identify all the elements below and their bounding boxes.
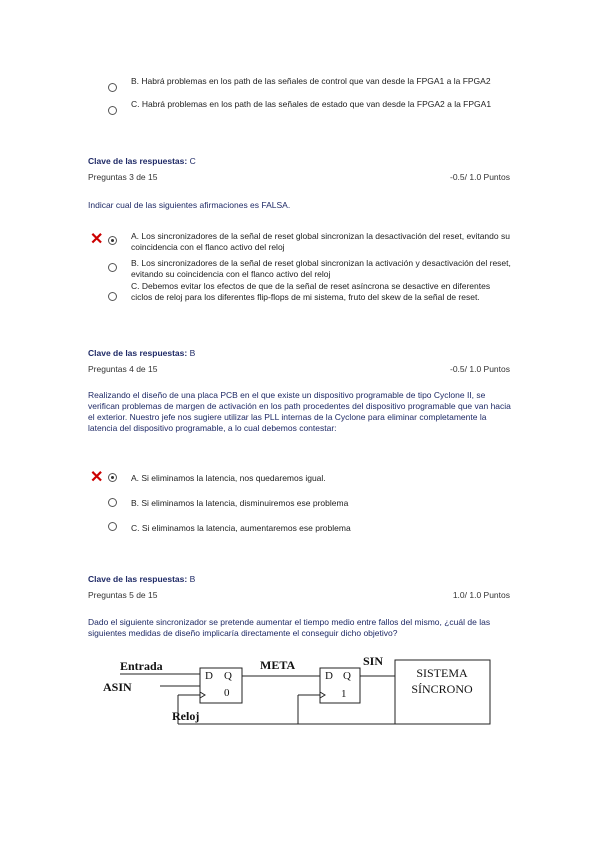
q2-answer-key-label: Clave de las respuestas: — [88, 156, 188, 166]
q2-option-b-text: B. Habrá problemas en los path de las señales de control que van desde la FPGA1 a la FPGA2 — [131, 76, 491, 86]
q4-answer-key-value: B — [189, 574, 196, 584]
q5-prompt: Dado el siguiente sincronizador se pretende aumentar el tiempo medio entre fallos del mismo, ¿cuál de las siguientes medidas de diseño implicaría directamente el conseguir dicho objetivo? — [88, 617, 491, 638]
q3-number: Preguntas 3 de 15 — [88, 172, 158, 182]
q3-prompt: Indicar cual de las siguientes afirmaciones es FALSA. — [88, 200, 291, 210]
entrada-label: Entrada — [120, 659, 163, 673]
q4-prompt: Realizando el diseño de una placa PCB en el que existe un dispositivo programable de tipo Cyclone II, se verifican problemas de margen de activación en los path procedentes del dispositivo programable que van hacia el exterior. Nuestro jefe nos sugiere utilizar las PLL internas de la Cyclone para eliminar completamente la latencia del dispositivo programable, a lo cual debemos contestar: — [88, 390, 511, 433]
flipflop-1-index: 1 — [341, 688, 347, 700]
q3-answer-key-label: Clave de las respuestas: — [88, 348, 188, 358]
q4-wrong-answer-icon: ✕ — [90, 469, 104, 486]
q4-option-a-text: A. Si eliminamos la latencia, nos quedaremos igual. — [131, 473, 326, 483]
asin-label: ASIN — [103, 680, 132, 694]
q4-number: Preguntas 4 de 15 — [88, 364, 158, 374]
flipflop-0-d: D — [205, 670, 213, 682]
q4-option-c-text: C. Si eliminamos la latencia, aumentaremos ese problema — [131, 523, 351, 533]
flipflop-1-q: Q — [343, 670, 351, 682]
q4-option-b-text: B. Si eliminamos la latencia, disminuiremos ese problema — [131, 498, 349, 508]
q3-answer-key-value: B — [189, 348, 196, 358]
sistema-label-line1: SISTEMA — [416, 666, 468, 680]
reloj-label: Reloj — [172, 709, 200, 723]
q3-wrong-answer-icon: ✕ — [90, 231, 104, 248]
q2-option-c-text: C. Habrá problemas en los path de las señales de estado que van desde la FPGA2 a la FPGA1 — [131, 99, 492, 109]
sistema-label-line2: SÍNCRONO — [411, 682, 473, 696]
q3-score: -0.5/ 1.0 Puntos — [449, 172, 510, 182]
flipflop-0-index: 0 — [224, 687, 230, 699]
q4-answer-key-label: Clave de las respuestas: — [88, 574, 188, 584]
sin-label: SIN — [363, 654, 384, 668]
flipflop-1-clock-marker — [320, 692, 325, 698]
flipflop-1-d: D — [325, 670, 333, 682]
q2-answer-key-value: C — [189, 156, 196, 166]
q5-score: 1.0/ 1.0 Puntos — [452, 590, 510, 600]
q3-option-c-text: C. Debemos evitar los efectos de que de la señal de reset asíncrona se desactive en diferentes ciclos de reloj para los diferentes flip-flops de mi sistema, fruto del skew de la señal de reset. — [131, 281, 491, 302]
q3-option-a-text: A. Los sincronizadores de la señal de reset global sincronizan la desactivación del reset, evitando su coincidencia con el flanco activo del reloj — [131, 231, 510, 252]
q3-option-b-text: B. Los sincronizadores de la señal de reset global sincronizan la activación y desactivación del reset, evitando su coincidencia con el flanco activo del reloj — [131, 258, 511, 279]
q5-number: Preguntas 5 de 15 — [88, 590, 158, 600]
meta-label: META — [260, 658, 296, 672]
flipflop-0-q: Q — [224, 670, 232, 682]
q4-score: -0.5/ 1.0 Puntos — [449, 364, 510, 374]
flipflop-0-clock-marker — [200, 692, 205, 698]
